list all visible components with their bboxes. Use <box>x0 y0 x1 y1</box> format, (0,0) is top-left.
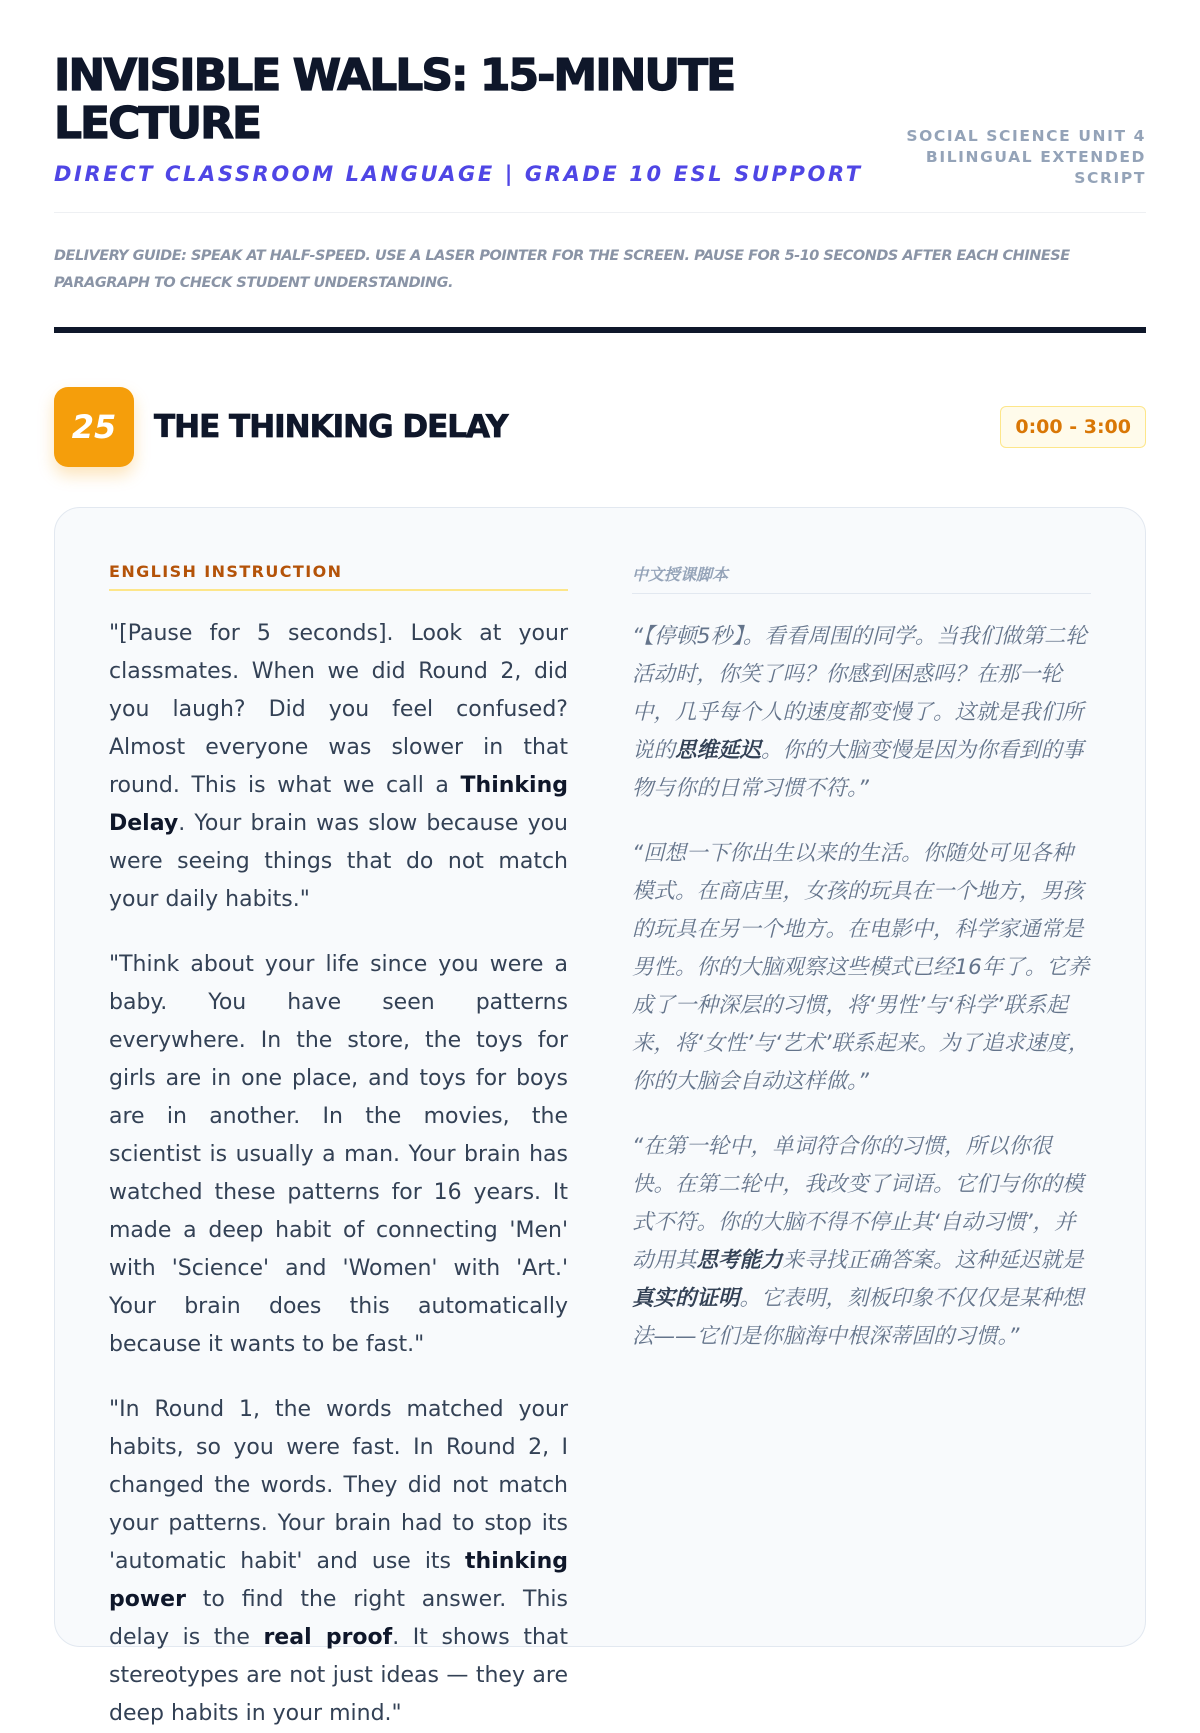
section-number-badge: 25 <box>54 387 134 467</box>
header-left <box>54 52 863 186</box>
key-term: 真实的证明 <box>632 1286 740 1311</box>
chinese-column-label: 中文授课脚本 <box>632 562 1091 594</box>
chinese-paragraph-3: “在第一轮中，单词符合你的习惯，所以你很快。在第二轮中，我改变了词语。它们与你的模式不符。你的大脑不得不停止其‘自动习惯’，并动用其思考能力来寻找正确答案。这种延迟就是真实的证明。它表明，刻板印象不仅仅是某种想法——它们是你脑海中根深蒂固的习惯。” <box>632 1134 1084 1349</box>
key-term: 思考能力 <box>696 1248 783 1273</box>
unit-meta: SOCIAL SCIENCE UNIT 4 BILINGUAL EXTENDED SCRIPT <box>906 127 1146 187</box>
delivery-guide: DELIVERY GUIDE: SPEAK AT HALF-SPEED. USE A LASER POINTER FOR THE SCREEN. PAUSE FOR 5-10 SECONDS AFTER EACH CHINESE PARAGRAPH TO CHECK STUDENT UNDERSTANDING. <box>54 213 1146 333</box>
section-title: THE THINKING DELAY <box>154 409 508 445</box>
key-term: thinking power <box>109 1549 568 1612</box>
english-paragraph-3: "In Round 1, the words matched your habits, so you were fast. In Round 2, I changed the words. They did not match your patterns. Your brain had to stop its 'automatic habit' and use its thinking power to find the right answer. This delay is the real proof. It shows that stereotypes are not just ideas — they are deep habits in your mind." <box>109 1397 568 1726</box>
key-term: real proof <box>263 1625 393 1650</box>
time-range-badge: 0:00 - 3:00 <box>1000 406 1146 448</box>
script-card <box>54 507 1146 1726</box>
english-paragraph-1: "[Pause for 5 seconds]. Look at your classmates. When we did Round 2, did you laugh? Did you feel confused? Almost everyone was slower in that round. This is what we call a Thinking Delay. Your brain was slow because you were seeing things that do not match your daily habits." <box>109 621 568 912</box>
chinese-column <box>632 562 1091 1646</box>
english-paragraph-2: "Think about your life since you were a baby. You have seen patterns everywhere. In the store, the toys for girls are in one place, and toys for boys are in another. In the movies, the scientist is usually a man. Your brain has watched these patterns for 16 years. It made a deep habit of connecting 'Men' with 'Science' and 'Women' with 'Art.' Your brain does this automatically because it wants to be fast." <box>109 952 568 1357</box>
page-header <box>54 0 1146 213</box>
chinese-paragraph-1: “【停顿5秒】。看看周围的同学。当我们做第二轮活动时，你笑了吗？你感到困惑吗？在那一轮中，几乎每个人的速度都变慢了。这就是我们所说的思维延迟。你的大脑变慢是因为你看到的事物与你的日常习惯不符。” <box>632 624 1087 801</box>
chinese-paragraph-2: “回想一下你出生以来的生活。你随处可见各种模式。在商店里，女孩的玩具在一个地方，男孩的玩具在另一个地方。在电影中，科学家通常是男性。你的大脑观察这些模式已经16年了。它养成了一种深层的习惯，将‘男性’与‘科学’联系起来，将‘女性’与‘艺术’联系起来。为了追求速度，你的大脑会自动这样做。” <box>632 841 1090 1094</box>
english-column <box>109 562 568 1726</box>
page-title: INVISIBLE WALLS: 15-MINUTE LECTURE <box>54 50 735 149</box>
section-header <box>54 387 1146 467</box>
key-term: Thinking Delay <box>109 773 568 836</box>
page-subtitle: DIRECT CLASSROOM LANGUAGE | GRADE 10 ESL SUPPORT <box>54 162 863 186</box>
english-column-label: ENGLISH INSTRUCTION <box>109 562 568 591</box>
key-term: 思维延迟 <box>675 738 762 763</box>
